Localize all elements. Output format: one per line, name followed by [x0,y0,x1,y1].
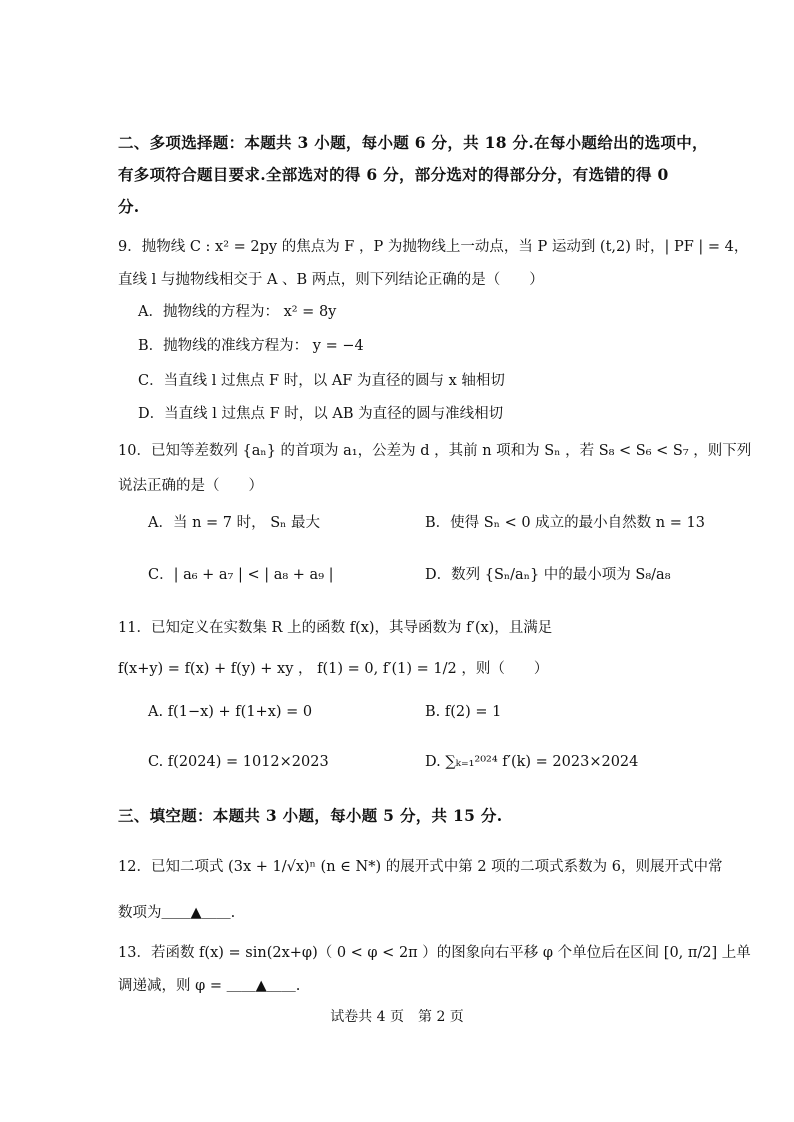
q10-option-d: D．数列 {Sₙ/aₙ} 中的最小项为 S₈/a₈ [425,567,671,583]
q12-stem-line1: 12．已知二项式 (3x + 1/√x)ⁿ (n ∈ N*) 的展开式中第 2 项的二项式系数为 6，则展开式中常 [118,859,723,875]
section3-heading: 三、填空题：本题共 3 小题，每小题 5 分，共 15 分. [118,806,503,825]
q10-option-b: B．使得 Sₙ < 0 成立的最小自然数 n = 13 [425,515,705,531]
q10-stem-line2: 说法正确的是（ ） [118,478,263,494]
q10-stem-line1: 10．已知等差数列 {aₙ} 的首项为 a₁，公差为 d ，其前 n 项和为 Sₙ ，若 S₈ < S₆ < S₇ ，则下列 [118,443,752,459]
q11-stem-line2: f(x+y) = f(x) + f(y) + xy ， f(1) = 0, f′(1) = 1/2 ，则（ ） [118,661,549,677]
q11-option-b: B. f(2) = 1 [425,704,502,720]
q13-stem-line1: 13．若函数 f(x) = sin(2x+φ)（ 0 < φ < 2π ）的图象向右平移 φ 个单位后在区间 [0, π/2] 上单 [118,945,751,961]
q9-stem-line2: 直线 l 与抛物线相交于 A 、B 两点，则下列结论正确的是（ ） [118,272,544,288]
q9-option-a: A．抛物线的方程为： x² = 8y [138,304,337,320]
q9-option-c: C．当直线 l 过焦点 F 时，以 AF 为直径的圆与 x 轴相切 [138,373,505,389]
section2-heading-line3: 分. [118,197,140,216]
q10-option-a: A．当 n = 7 时， Sₙ 最大 [148,515,321,531]
q13-stem-line2: 调递减，则 φ = ＿＿▲＿＿. [118,978,301,994]
q11-option-c: C. f(2024) = 1012×2023 [148,754,329,770]
section2-heading-line1: 二、多项选择题：本题共 3 小题，每小题 6 分，共 18 分.在每小题给出的选项中， [118,133,708,152]
q9-option-b: B．抛物线的准线方程为： y = −4 [138,338,364,354]
q11-option-a: A. f(1−x) + f(1+x) = 0 [148,704,313,720]
q10-option-c: C．| a₆ + a₇ | < | a₈ + a₉ | [148,567,334,583]
section2-heading-line2: 有多项符合题目要求.全部选对的得 6 分，部分选对的得部分分，有选错的得 0 [118,165,669,184]
q11-stem-line1: 11．已知定义在实数集 R 上的函数 f(x)，其导函数为 f′(x)，且满足 [118,620,553,636]
q9-option-d: D．当直线 l 过焦点 F 时，以 AB 为直径的圆与准线相切 [138,406,504,422]
q9-stem-line1: 9．抛物线 C : x² = 2py 的焦点为 F ，P 为抛物线上一动点，当 P 运动到 (t,2) 时，| PF | = 4， [118,239,749,255]
q12-stem-line2: 数项为＿＿▲＿＿. [118,905,236,921]
q11-option-d: D. ∑ₖ₌₁²⁰²⁴ f′(k) = 2023×2024 [425,754,639,770]
page-footer: 试卷共 4 页 第 2 页 [330,1009,464,1025]
